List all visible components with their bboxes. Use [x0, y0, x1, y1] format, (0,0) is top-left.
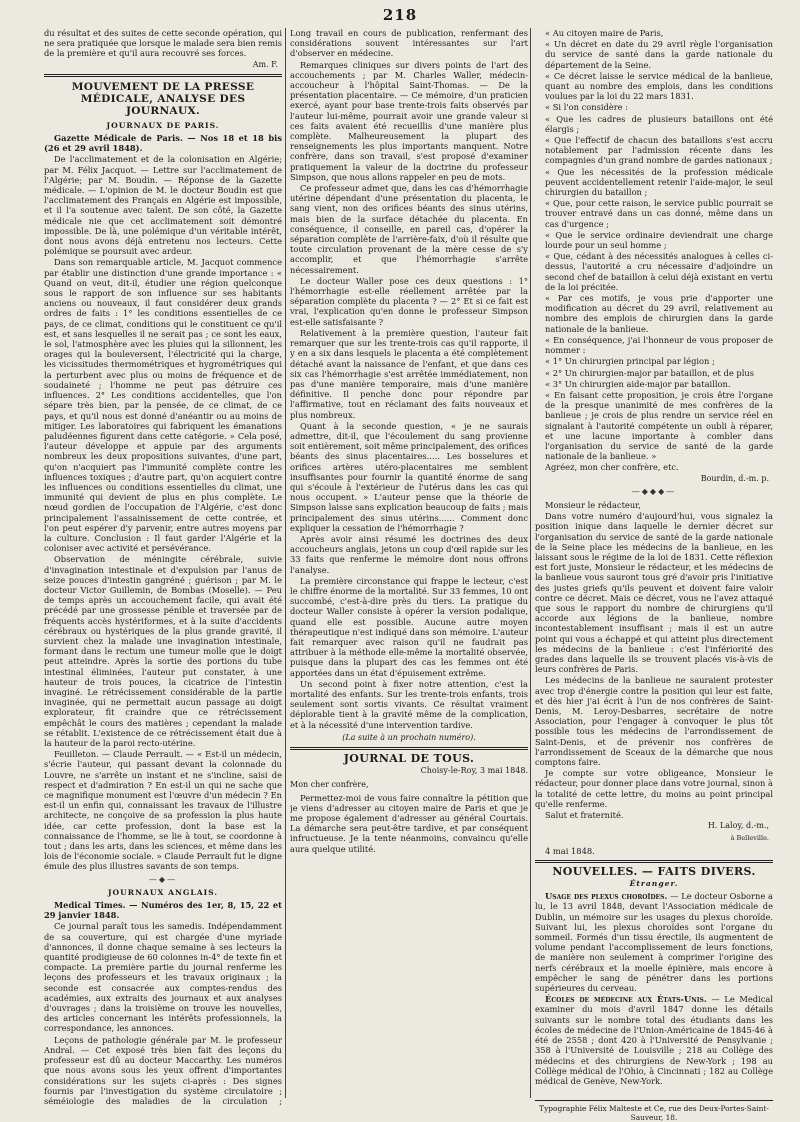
news-item [535, 1087, 773, 1088]
petition-item: « Que le service ordinaire deviendrait une charge lourde pour un seul homme ; [545, 229, 773, 251]
news-item [535, 994, 773, 1086]
gazette-line: Gazette Médicale de Paris. — Nos 18 et 18 bis (26 et 29 avril 1848). [44, 133, 282, 154]
article-paragraph: Ce journal paraît tous les samedis. Indépendamment de sa couverture, qui est chargée d'une myriade d'annonces, il donne chaque semaine à ses lecteurs la quantité prodigieuse de 60 colonnes in-4° de texte fin et compacte. La première partie du journal renferme les leçons des professeurs et les travaux originaux ; la seconde est consacrée aux comptes-rendus des académies, aux extraits des journaux et aux analyses d'ouvrages ; dans la troisième on trouve les nouvelles, des articles concernant les intérêts professionnels, la correspondance, les annonces. [44, 921, 282, 1034]
petition-item: « Ce décret laisse le service médical de la banlieue, quant au nombre des emplois, dans les conditions voulues par la loi du 22 mars 1831. [545, 70, 773, 102]
petition-item: « En conséquence, j'ai l'honneur de vous proposer de nommer : [545, 334, 773, 356]
article-paragraph: Long travail en cours de publication, renfermant des considérations souvent intéressantes sur l'art d'observer en médecine. [290, 28, 528, 59]
news-text: — Le Medical examiner du mois d'avril 1847 donne les détails suivants sur le nombre total des étudiants dans les écoles de médecine de l'Union-Américaine de 1845-46 à été de 2558 ; dont 420 à l'Université de Pensylvanie ; 358 à l'Université de Louisville ; 218 au Collège des médecins et des chirurgiens de New-York ; 198 au Collège médical de l'Ohio, à Cincinnati ; 182 au Collège médical de Genève, New-York. [535, 994, 773, 1086]
petition-item: « Que, pour cette raison, le service public pourrait se trouver entravé dans un cas donné, même dans un cas d'urgence ; [545, 198, 773, 229]
petition-item: « Un décret en date du 29 avril règle l'organisation du service de santé dans la garde nationale du département de la Seine. [545, 39, 773, 70]
suite-note: (La suite à un prochain numéro). [342, 732, 476, 742]
feuilleton-paragraph: Feuilleton. — Claude Perrault. — « Est-il un médecin, s'écrie l'auteur, qui passant devant la colonnade du Louvre, ne s'arrête un instant et ne s'incline, saisi de respect et d'admiration ? En est-il un qui ne sache que ce magnifique monument est l'œuvre d'un médecin ? En est-il un enfin qui, connaissant les travaux de l'illustre architecte, ne conçoive de sa profession la plus haute idée, car cette profession, dont la base est la connaissance de l'homme, se lie à tout, se coordonne à tout ; dans les arts, dans les sciences, et même dans les lois de l'économie sociale. » Claude Perrault fut le digne émule des plus illustres savants de son temps. [44, 749, 282, 872]
news-title: NOUVELLES. — FAITS DIVERS. [552, 864, 756, 878]
news-label: Usage des plexus choroïdes. [545, 891, 668, 902]
column-divider [285, 28, 286, 1098]
article-paragraph: Remarques cliniques sur divers points de l'art des accouchements ; par M. Charles Waller, médecin-accoucheur à l'hôpital Saint-Thomas. — De la présentation placentaire. — Ce mémoire, d'un praticien exercé, ayant pour base trente-trois faits observés par l'auteur lui-même, pourrait avoir une grande valeur si ces faits avaient été recueillis d'une manière plus complète. Malheureusement la plupart des renseignements les plus importants manquent. Notre confrère, dans son travail, s'est proposé d'examiner pratiquement la valeur de la doctrine du professeur Simpson, que nous allons rappeler en peu de mots. [290, 59, 528, 182]
times-line: Medical Times. — Numéros des 1er, 8, 15, 22 et 29 janvier 1848. [44, 900, 282, 921]
news-label: Écoles de médecine aux États-Unis. [545, 994, 707, 1005]
column-divider [530, 28, 531, 1098]
intro-signature: Am. F. [252, 59, 278, 69]
article-paragraph: Quant à la seconde question, « je ne saurais admettre, dit-il, que l'écoulement du sang provienne soit entièrement, soit même principalement, des orifices béants des sinus placentaires..... Les bosselures et orifices artères utéro-placentaires me semblent insuffisantes pour fournir la quantité énorme de sang qui s'écoule à l'extérieur de l'utérus dans les cas qui nous occupent. » L'auteur pense que la théorie de Simpson laisse sans explication beaucoup de faits ; mais principalement des sinus utérins...... Comment donc expliquer la cessation de l'hémorrhagie ? [290, 420, 528, 533]
petition-item: « Au citoyen maire de Paris, [545, 28, 664, 38]
salutation: Mon cher confrère, [290, 780, 369, 790]
sub-heading-paris: JOURNAUX DE PARIS. [106, 120, 220, 130]
second-place: à Belleville. [730, 834, 769, 843]
petition-signature: Bourdin, d.-m. p. [700, 473, 769, 483]
journal-title: JOURNAL DE TOUS. [343, 752, 475, 766]
printer-footer: Typographie Félix Malteste et Ce, rue des Deux-Portes-Saint-Sauveur, 18. [535, 1100, 773, 1122]
article-paragraph: De l'acclimatement et de la colonisation en Algérie; par M. Félix Jacquot. — Lettre sur l'acclimatement de l'Algérie; par M. Boudin. — Réponse de la Gazette médicale. — L'opinion de M. le docteur Boudin est que l'acclimatement des Français en Algérie est impossible, et il l'a soutenue avec talent. De son côté, la Gazette médicale nie que cet acclimatement soit démontré impossible. De là, une polémique d'un véritable intérêt, dont nous avons déjà entretenu nos lecteurs. Cette polémique se poursuit avec ardeur. [44, 154, 282, 257]
second-salutation: Monsieur le rédacteur, [545, 499, 641, 510]
petition-item: « 1° Un chirurgien principal par légion ; [545, 356, 715, 367]
section-title: MOUVEMENT DE LA PRESSE MÉDICALE, ANALYSE DES JOURNAUX. [71, 80, 255, 117]
news-sub: Étranger. [629, 879, 679, 889]
second-close: Salut et fraternité. [545, 810, 624, 821]
intro-paragraph: du résultat et des suites de cette seconde opération, qui ne sera pratiquée que lorsque le malade sera bien remis de la première et qu'il aura recouvré ses forces. [44, 28, 282, 59]
article-paragraph: Observation de méningite cérébrale, suivie d'invagination intestinale et d'expulsion par l'anus de seize pouces d'intestin gangréné ; guérison ; par M. le docteur Victor Guillemin, de Bombas (Moselle). — Peu de temps après un accouchement facile, qui avait été précédé par une grossesse pénible et traversée par de fréquents accès hystériformes, et à la suite d'accidents cérébraux ou hystériques de la plus grande gravité, il survient chez la malade une invagination intestinale, formant dans le rectum une tumeur molle que le doigt peut atteindre. Après la sortie des portions du tube intestinal éliminées, l'auteur put constater, à une hauteur de trois pouces, la cicatrice de l'intestin invaginé. Le rétrécissement considérable de la partie invaginée, qui ne permettait aucun passage au doigt explorateur, fit craindre que ce rétrécissement empêchât le cours des matières ; cependant la malade se rétablit. L'existence de ce rétrécissement était due à la hauteur de la paroi recto-utérine. [44, 554, 282, 748]
article-paragraph: Ce professeur admet que, dans les cas d'hémorrhagie utérine dépendant d'une présentation du placenta, le sang vient, non des orifices béants des sinus utérins, mais bien de la surface détachée du placenta. En conséquence, il conseille, en pareil cas, d'opérer la séparation complète de l'arrière-faix, d'où il résulte que toute circulation provenant de la mère cesse de s'y accomplir, et que l'hémorrhagie s'arrête nécessairement. [290, 183, 528, 275]
petition-item: « Par ces motifs, je vous prie d'apporter une modification au décret du 29 avril, relativement au nombre des emplois de chirurgien dans la garde nationale de la banlieue. [545, 293, 773, 334]
second-date: 4 mai 1848. [545, 845, 595, 856]
petition-item: « 2° Un chirurgien-major par bataillon, et de plus [545, 367, 754, 378]
article-paragraph: Un second point à fixer notre attention, c'est la mortalité des enfants. Sur les trente-trois enfants, trois seulement sont sortis vivants. Ce résultat vraiment déplorable tient à la gravité même de la complication, et à la nécessité d'une intervention tardive. [290, 678, 528, 730]
divider [44, 74, 282, 77]
column-1 [44, 28, 282, 1106]
divider [535, 860, 773, 863]
second-signature: H. Laloy, d.-m., [707, 821, 769, 831]
letter-paragraph: Permettez-moi de vous faire connaître la pétition que je viens d'adresser au citoyen maire de Paris et que je me propose également d'adresser au général Courtais. La démarche sera peut-être tardive, et par conséquent infructueuse. Je la tente néanmoins, convaincu qu'elle aura quelque utilité. [290, 792, 528, 854]
dateline: Choisy-le-Roy, 3 mai 1848. [420, 766, 528, 776]
petition-item: « Que les nécessités de la profession médicale peuvent accidentellement retenir l'aide-major, le seul chirurgien du bataillon ; [545, 166, 773, 198]
column-2 [290, 28, 528, 1106]
article-paragraph: Après avoir ainsi résumé les doctrines des deux accoucheurs anglais, jetons un coup d'œil rapide sur les 33 faits que renferme le mémoire dont nous offrons l'analyse. [290, 533, 528, 575]
ornament-divider: —◆◆◆— [631, 486, 677, 496]
ornament-divider: —◆— [148, 874, 178, 884]
article-paragraph: Relativement à la première question, l'auteur fait remarquer que sur les trente-trois cas qu'il rapporte, il y en a six dans lesquels le placenta a été complètement détaché avant la naissance de l'enfant, et que dans ces six cas l'hémorrhagie s'est arrêtée immédiatement, non pas d'une manière temporaire, mais d'une manière définitive. Il penche donc pour répondre par l'affirmative, tout en réclamant des faits nouveaux et plus nombreux. [290, 327, 528, 420]
letter-paragraph: Les médecins de la banlieue ne sauraient protester avec trop d'énergie contre la position qui leur est faite, et dès hier j'ai écrit à l'un de nos confrères de Saint-Denis, M. Leroy-Desbarres, secrétaire de notre Association, pour l'engager à convoquer le plus tôt possible tous les médecins de l'arrondissement de Saint-Denis, et de prévenir nos confrères de l'arrondissement de Sceaux de la démarche que nous comptons faire. [535, 675, 773, 768]
letter-paragraph: Dans votre numéro d'aujourd'hui, vous signalez la position inique dans laquelle le dernier décret sur l'organisation du service de santé de la garde nationale de la Seine place les médecins de la banlieue, en les laissant sous le régime de la loi de 1831. Cette réflexion est fort juste, Monsieur le rédacteur, et les médecins de la banlieue vous sauront tous gré d'avoir pris l'initiative des justes griefs qu'ils peuvent et doivent faire valoir contre ce décret. Mais ce décret, vous ne l'avez attaqué que sous le rapport du nombre de chirurgiens qu'il accorde aux légions de la banlieue, nombre incontestablement insuffisant ; mais il est un autre point qui vous a échappé et qui atteint plus directement les médecins de la banlieue : c'est l'infériorité des grades dans laquelle ils se trouvent placés vis-à-vis de leurs confrères de Paris. [535, 511, 773, 675]
petition-item: « Que l'effectif de chacun des bataillons s'est accru notablement par l'admission récente dans les compagnies d'un grand nombre de gardes nationaux ; [545, 135, 773, 166]
article-paragraph: Le docteur Waller pose ces deux questions : 1° l'hémorrhagie est-elle réellement arrêtée par la séparation complète du placenta ? — 2° Et si ce fait est vrai, l'explication qu'en donne le professeur Simpson est-elle satisfaisante ? [290, 275, 528, 327]
petition-item: « 3° Un chirurgien aide-major par bataillon. [545, 378, 731, 389]
news-item [535, 891, 773, 993]
article-paragraph: La première circonstance qui frappe le lecteur, c'est le chiffre énorme de la mortalité. Sur 33 femmes, 10 ont succombé, c'est-à-dire près du tiers. La pratique du docteur Waller consiste à opérer la version podalique, quand elle est possible. Aucune autre moyen thérapeutique n'est indiqué dans son mémoire. L'auteur fait remarquer avec raison qu'il ne faudrait pas attribuer à la méthode elle-même la mortalité observée, puisque dans la plupart des cas les femmes ont été apportées dans un état d'épuisement extrême. [290, 575, 528, 678]
petition-item: « En faisant cette proposition, je crois être l'organe de la presque unanimité de mes confrères de la banlieue ; je crois de plus rendre un service réel en signalant à l'autorité compétente un oubli à réparer, et une lacune importante à combler dans l'organisation du service de santé de la garde nationale de la banlieue. » [545, 389, 773, 462]
petition-close: Agréez, mon cher confrère, etc. [545, 462, 679, 473]
article-paragraph: Dans son remarquable article, M. Jacquot commence par établir une distinction d'une grande importance : « Quand on veut, dit-il, étudier une région quelconque sous le rapport de son influence sur ses habitants anciens ou nouveaux, il faut considérer deux grands ordres de faits : 1° les conditions essentielles de ce pays, de ce climat, conditions qui le constituent ce qu'il est, et sans lesquelles il ne serait pas ; ce sont les eaux, le sol, l'atmosphère avec les pluies qui la sillonnent, les orages qui la bouleversent, l'électricité qui la charge, les vicissitudes thermométriques et hygrométriques qui la perturbent avec plus ou moins de fréquence et de soudaineté ; l'homme ne peut pas détruire ces influences. 2° Les conditions accidentelles, que l'on sépare très bien, par la pensée, de ce climat, de ce pays, et qu'il nous est donné d'anéantir ou au moins de mitiger. Les laboratoires qui fabriquent les émanations paludéennes figurent dans cette catégorie. » Cela posé, l'auteur développe et appuie par des arguments nombreux les deux propositions suivantes, d'une part, qu'on n'acquiert pas l'immunité complète contre les influences toxiques ; d'autre part, qu'on acquiert contre les influences ou conditions essentielles du climat, une immunité qui devient de plus en plus complète. Le nœud gordien de l'occupation de l'Algérie, c'est donc principalement l'assainissement de cette contrée, et l'on peut espérer d'y parvenir, entre autres moyens par la culture. Conclusion : Il faut garder l'Algérie et la coloniser avec activité et persévérance. [44, 257, 282, 554]
news-text: — Le docteur Osborne a lu, le 13 avril 1848, devant l'Association médicale de Dublin, un mémoire sur les usages du plexus choroïde. Suivant lui, les plexus choroïdes sont l'organe du sommeil. Formés d'un tissu érectile, ils augmentent de volume pendant l'accomplissement de leurs fonctions, de manière non seulement à comprimer l'origine des nerfs cérébraux et la moelle épinière, mais encore à empêcher le sang de pénétrer dans les portions supérieures du cerveau. [535, 891, 773, 994]
petition-item: « Que les cadres de plusieurs bataillons ont été élargis ; [545, 113, 773, 134]
petition-item: « Que, cédant à des nécessités analogues à celles ci-dessus, l'autorité a cru nécessaire d'adjoindre un second chef de bataillon à celui déjà existant en vertu de la loi précitée. [545, 251, 773, 292]
page-number: 218 [382, 6, 418, 24]
news-label [545, 1087, 654, 1088]
article-paragraph: Leçons de pathologie générale par M. le professeur Andral. — Cet exposé très bien fait des leçons du professeur est dû au docteur Maccarthy. Les numéros que nous avons sous les yeux offrent d'importantes considérations sur les sujets ci-après : Des signes fournis par l'investigation du système circulatoire ; séméiologie des maladies de la circulation ; [44, 1034, 282, 1106]
petition-item: « Si l'on considère : [545, 102, 629, 113]
divider [290, 747, 528, 750]
letter-paragraph: Je compte sur votre obligeance, Monsieur le rédacteur, pour donner place dans votre journal, sinon à la totalité de cette lettre, du moins au point principal qu'elle renferme. [535, 768, 773, 809]
sub-heading-anglais: JOURNAUX ANGLAIS. [107, 887, 219, 897]
column-3 [535, 28, 773, 1088]
